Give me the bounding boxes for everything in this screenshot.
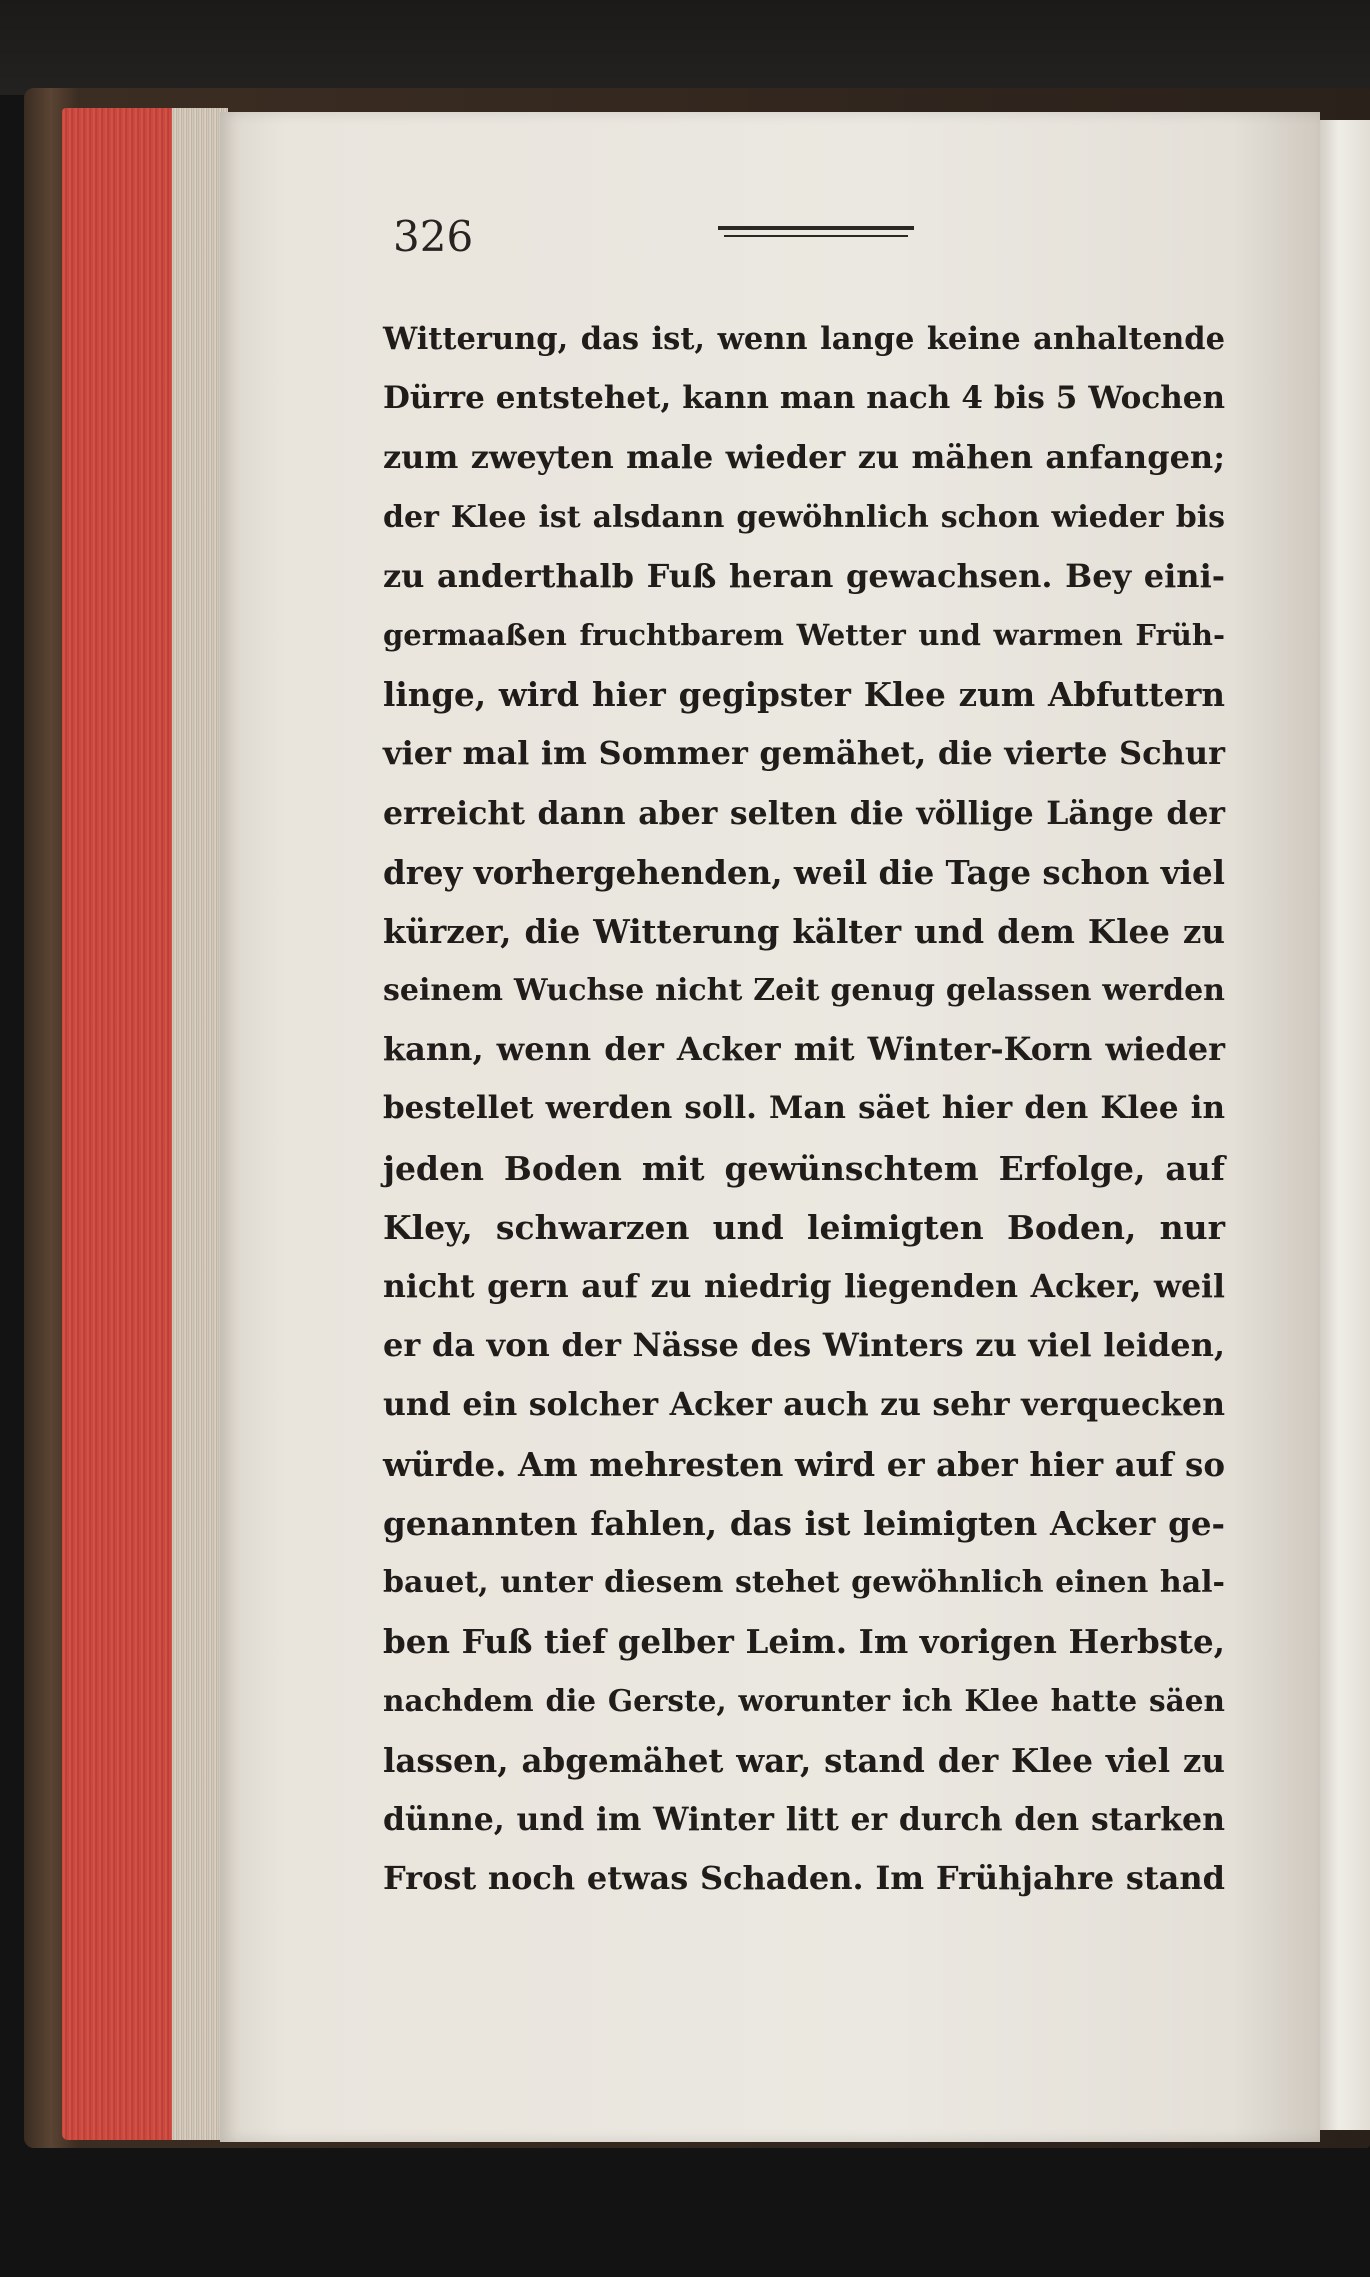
body-text — [383, 310, 1225, 1908]
text-line: würde. Am mehresten wird er aber hier auf so — [383, 1444, 1225, 1484]
text-line: der Klee ist alsdann gewöhnlich schon wieder bis — [383, 499, 1225, 535]
text-line: Dürre entstehet, kann man nach 4 bis 5 Wochen — [383, 380, 1225, 417]
text-line: nachdem die Gerste, worunter ich Klee hatte säen — [383, 1683, 1225, 1719]
background — [0, 0, 1370, 95]
text-line: linge, wird hier gegipster Klee zum Abfuttern — [383, 675, 1225, 715]
text-line: zum zweyten male wieder zu mähen anfangen; — [383, 438, 1225, 477]
text-line: kann, wenn der Acker mit Winter-Korn wieder — [383, 1030, 1225, 1069]
text-line: kürzer, die Witterung kälter und dem Klee zu — [383, 911, 1225, 951]
text-line: er da von der Nässe des Winters zu viel leiden, — [383, 1326, 1225, 1365]
facing-page-edge — [1318, 120, 1370, 2130]
text-line: bestellet werden soll. Man säet hier den Klee in — [383, 1090, 1225, 1127]
text-line: Kley, schwarzen und leimigten Boden, nur — [383, 1207, 1225, 1247]
text-line: dünne, und im Winter litt er durch den starken — [383, 1800, 1225, 1838]
text-line: seinem Wuchse nicht Zeit genug gelassen werden — [383, 973, 1225, 1009]
text-line: nicht gern auf zu niedrig liegenden Acker, weil — [383, 1268, 1225, 1305]
page-number: 326 — [393, 212, 474, 261]
text-line: germaaßen fruchtbarem Wetter und warmen Früh- — [383, 617, 1225, 652]
text-line: Witterung, das ist, wenn lange keine anhaltende — [383, 321, 1225, 357]
text-line: lassen, abgemähet war, stand der Klee viel zu — [383, 1740, 1225, 1780]
text-line: und ein solcher Acker auch zu sehr verquecken — [383, 1386, 1225, 1424]
text-line: ben Fuß tief gelber Leim. Im vorigen Herbste, — [383, 1622, 1225, 1662]
header-rule — [718, 226, 914, 240]
text-line: bauet, unter diesem stehet gewöhnlich einen hal- — [383, 1564, 1225, 1600]
text-line: genannten fahlen, das ist leimigten Acker ge- — [383, 1503, 1225, 1543]
page-edges — [62, 108, 228, 2140]
text-line: erreicht dann aber selten die völlige Länge der — [383, 794, 1225, 832]
text-line: vier mal im Sommer gemähet, die vierte Schur — [383, 734, 1225, 773]
text-line: jeden Boden mit gewünschtem Erfolge, auf — [383, 1148, 1225, 1188]
text-line: Frost noch etwas Schaden. Im Frühjahre stand — [383, 1858, 1225, 1897]
text-line: zu anderthalb Fuß heran gewachsen. Bey eini- — [383, 556, 1225, 595]
text-line: drey vorhergehenden, weil die Tage schon viel — [383, 852, 1226, 892]
page-header — [393, 212, 1033, 282]
